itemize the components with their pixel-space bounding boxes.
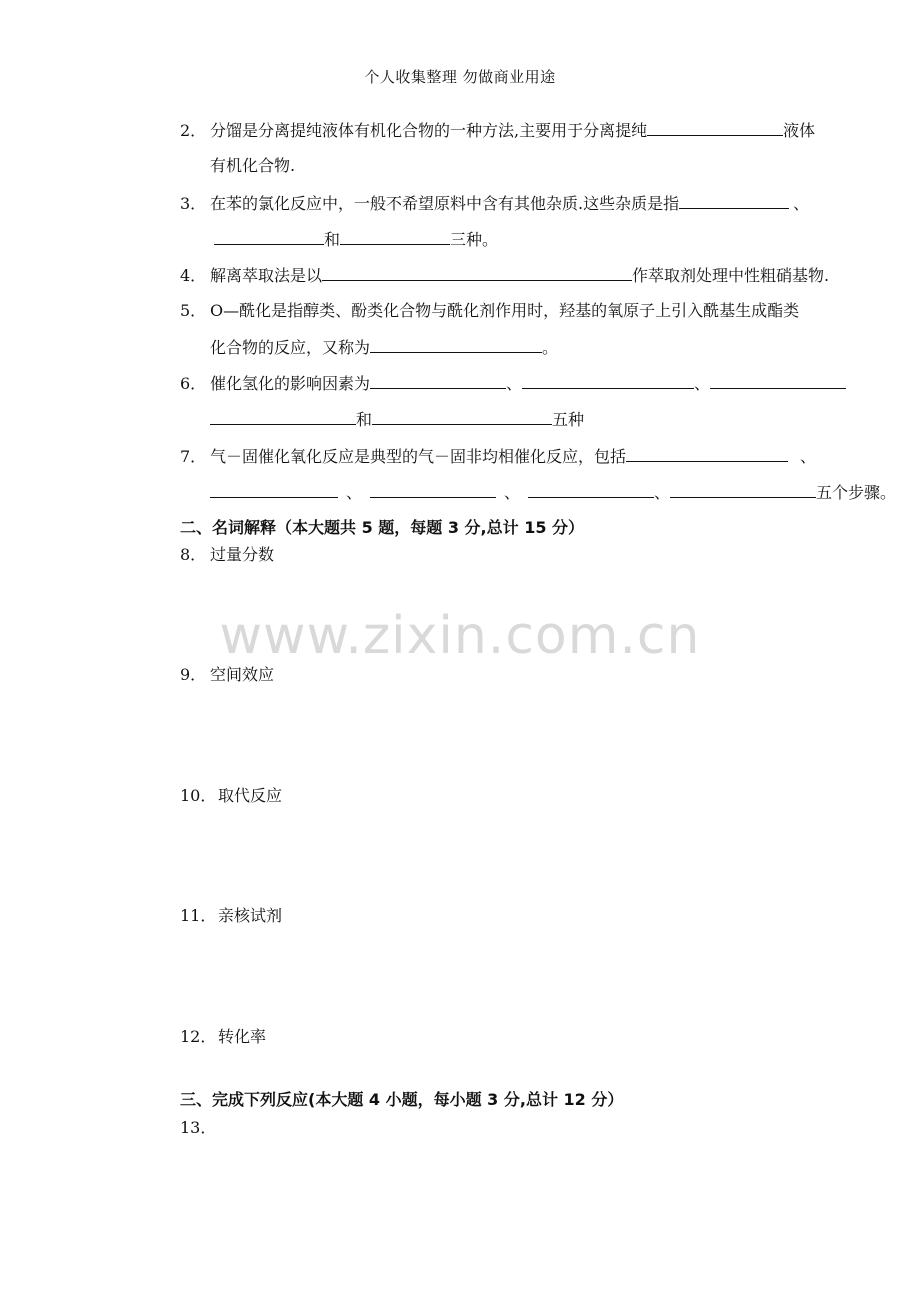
- question-text: 在苯的氯化反应中，一般不希望原料中含有其他杂质.这些杂质是指: [210, 194, 680, 213]
- question-text: 。: [542, 338, 559, 357]
- question-number: 7．: [180, 447, 207, 466]
- question-text: O—酰化是指醇类、酚类化合物与酰化剂作用时，羟基的氧原子上引入酰基生成酯类: [210, 301, 800, 320]
- answer-blank[interactable]: [370, 482, 496, 498]
- question-text: 五种: [552, 410, 585, 429]
- question-text: 、: [346, 483, 363, 502]
- question-number: 3．: [180, 194, 207, 213]
- answer-blank[interactable]: [340, 229, 450, 245]
- term-label: 过量分数: [210, 545, 275, 564]
- question-number: 6．: [180, 374, 207, 393]
- answer-blank[interactable]: [370, 373, 506, 389]
- page-header: 个人收集整理 勿做商业用途: [364, 68, 556, 86]
- question-number: 4．: [180, 266, 207, 285]
- answer-blank[interactable]: [679, 193, 789, 209]
- question-text: 、: [506, 374, 523, 393]
- question-text: 、: [793, 194, 810, 213]
- question-text: 、: [694, 374, 711, 393]
- term-8: [180, 545, 274, 565]
- term-11: [180, 906, 282, 926]
- question-text: 化合物的反应，又称为: [210, 338, 371, 357]
- answer-blank[interactable]: [670, 482, 816, 498]
- question-2: [180, 120, 815, 141]
- answer-blank[interactable]: [522, 373, 694, 389]
- question-number: 5．: [180, 301, 207, 320]
- question-text: 、: [800, 447, 817, 466]
- question-number: 11．: [180, 906, 217, 925]
- question-13: [180, 1118, 216, 1138]
- answer-blank[interactable]: [528, 482, 654, 498]
- answer-blank[interactable]: [647, 120, 783, 136]
- question-text: 作萃取剂处理中性粗硝基物.: [632, 266, 830, 285]
- question-3-cont: [214, 229, 498, 250]
- question-text: 五个步骤。: [816, 483, 897, 502]
- question-text: 催化氢化的影响因素为: [210, 374, 371, 393]
- question-text: 三种。: [450, 230, 499, 249]
- term-label: 转化率: [218, 1027, 267, 1046]
- question-4: [180, 265, 829, 286]
- answer-blank[interactable]: [210, 409, 356, 425]
- question-text: 液体: [783, 121, 816, 140]
- question-text: 、: [504, 483, 521, 502]
- question-number: 2．: [180, 121, 207, 140]
- question-text: 有机化合物.: [210, 156, 296, 175]
- question-3: [180, 193, 809, 214]
- term-9: [180, 665, 274, 685]
- question-5: [180, 301, 799, 321]
- question-7-cont: [210, 482, 896, 503]
- question-6-cont: [210, 409, 584, 430]
- question-text: 和: [356, 410, 373, 429]
- question-number: 9．: [180, 665, 207, 684]
- question-text: 和: [324, 230, 341, 249]
- answer-blank[interactable]: [372, 409, 552, 425]
- answer-blank[interactable]: [626, 446, 788, 462]
- answer-blank[interactable]: [710, 373, 846, 389]
- question-7: [180, 446, 816, 467]
- section-3-title: 三、完成下列反应(本大题 4 小题，每小题 3 分,总计 12 分）: [180, 1090, 624, 1109]
- question-text: 解离萃取法是以: [210, 266, 323, 285]
- question-number: 10．: [180, 786, 217, 805]
- term-label: 空间效应: [210, 665, 275, 684]
- term-12: [180, 1027, 266, 1047]
- term-label: 亲核试剂: [218, 906, 283, 925]
- question-number: 8．: [180, 545, 207, 564]
- question-2-cont: [210, 156, 295, 176]
- term-10: [180, 786, 282, 806]
- question-text: 、: [654, 483, 671, 502]
- watermark: www.zixin.com.cn: [219, 606, 701, 666]
- question-number: 12．: [180, 1027, 217, 1046]
- answer-blank[interactable]: [214, 229, 324, 245]
- question-6: [180, 373, 846, 394]
- section-2-title: 二、名词解释（本大题共 5 题，每题 3 分,总计 15 分）: [180, 518, 585, 537]
- term-label: 取代反应: [218, 786, 283, 805]
- question-text: 分馏是分离提纯液体有机化合物的一种方法,主要用于分离提纯: [210, 121, 648, 140]
- answer-blank[interactable]: [370, 337, 542, 353]
- answer-blank[interactable]: [210, 482, 338, 498]
- answer-blank[interactable]: [322, 265, 632, 281]
- question-text: 气－固催化氧化反应是典型的气－固非均相催化反应，包括: [210, 447, 627, 466]
- question-number: 13．: [180, 1118, 217, 1137]
- question-5-cont: [210, 337, 558, 358]
